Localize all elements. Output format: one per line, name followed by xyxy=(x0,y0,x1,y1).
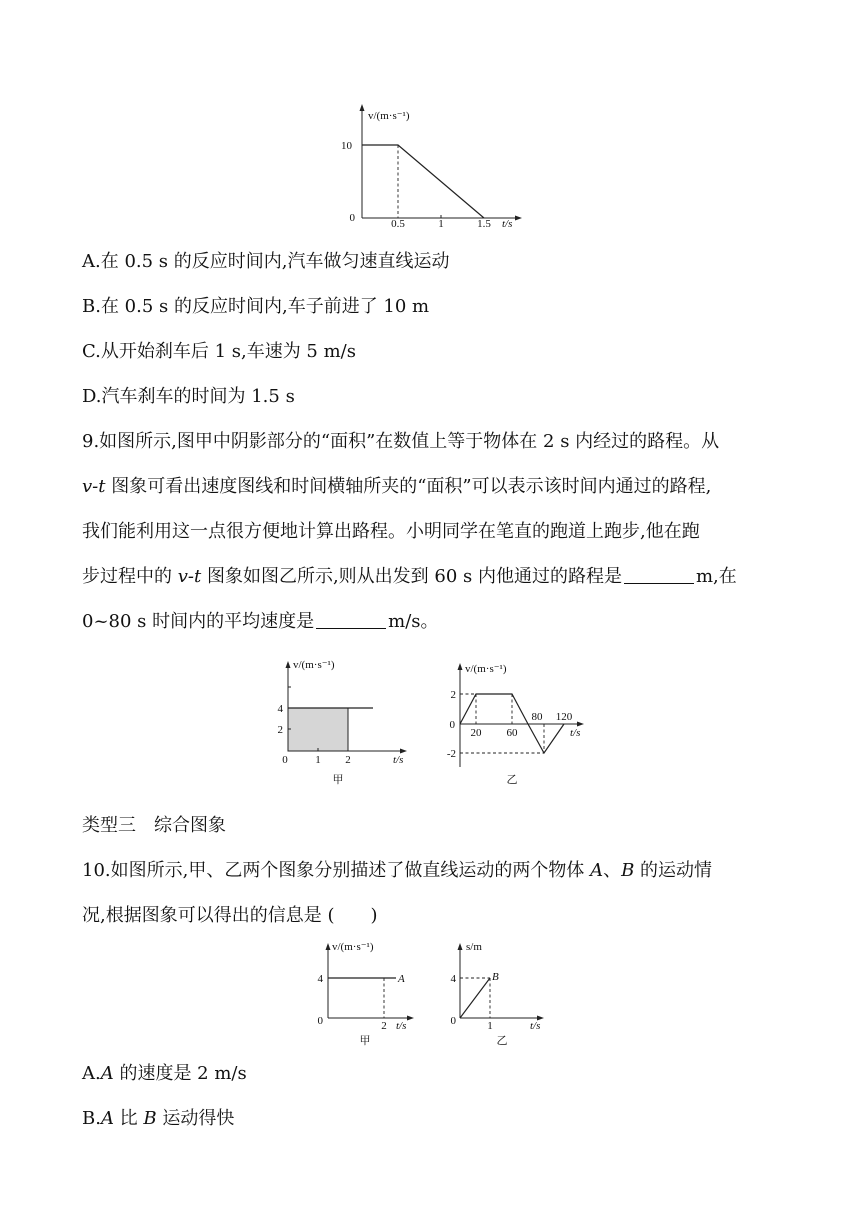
x-tick-0.5: 0.5 xyxy=(391,218,405,230)
q10-line-2: 况,根据图象可以得出的信息是 ( ) xyxy=(82,905,378,926)
velocity-line xyxy=(362,145,484,218)
q9-var-vt-2: v-t xyxy=(177,566,202,587)
graph-q9-jia xyxy=(275,655,415,790)
y-axis-arrow xyxy=(360,104,365,111)
answer-blank-distance[interactable] xyxy=(624,565,694,584)
caption-jia: 甲 xyxy=(359,1034,371,1047)
q10-line-1-a: 10.如图所示,甲、乙两个图象分别描述了做直线运动的两个物体 xyxy=(82,860,591,881)
answer-blank-speed[interactable] xyxy=(316,610,386,629)
caption-yi: 乙 xyxy=(496,1034,508,1047)
q10-option-a-prefix: A. xyxy=(82,1063,101,1084)
y-tick-2: 2 xyxy=(450,689,456,701)
q10-option-b-var-b: B xyxy=(143,1108,157,1129)
q9-line-2-text: 图象可看出速度图线和时间横轴所夹的“面积”可以表示该时间内通过的路程, xyxy=(105,476,712,497)
q10-var-a: A xyxy=(590,860,604,881)
y-axis-arrow xyxy=(458,663,463,670)
q8-option-c: C.从开始刹车后 1 s,车速为 5 m/s xyxy=(82,341,356,362)
q10-option-b xyxy=(82,1107,234,1131)
origin-label: 0 xyxy=(449,719,455,731)
x-axis-arrow xyxy=(515,216,522,221)
q9-line-2 xyxy=(82,475,711,499)
q9-line-4-b: 图象如图乙所示,则从出发到 60 s 内他通过的路程是 xyxy=(201,566,622,587)
x-tick-120: 120 xyxy=(555,711,573,723)
q10-option-b-text: 运动得快 xyxy=(156,1108,235,1129)
x-axis-label: t/s xyxy=(396,1020,407,1032)
y-tick-minus-2: -2 xyxy=(446,748,456,760)
origin-label: 0 xyxy=(349,212,355,224)
q10-sep: 、 xyxy=(603,860,622,881)
y-axis-label: v/(m·s⁻¹) xyxy=(465,663,507,675)
y-tick-2: 2 xyxy=(277,724,283,736)
q8-option-d: D.汽车刹车的时间为 1.5 s xyxy=(82,386,295,407)
y-axis-label: v/(m·s⁻¹) xyxy=(368,110,410,122)
x-tick-1: 1 xyxy=(487,1020,493,1032)
q9-line-3: 我们能利用这一点很方便地计算出路程。小明同学在笔直的跑道上跑步,他在跑 xyxy=(82,521,700,542)
x-axis-arrow xyxy=(400,749,407,754)
y-axis-label: v/(m·s⁻¹) xyxy=(293,659,335,671)
x-tick-2: 2 xyxy=(345,754,351,766)
x-tick-1.5: 1.5 xyxy=(477,218,491,230)
y-tick-4: 4 xyxy=(277,703,283,715)
x-tick-20: 20 xyxy=(470,727,482,739)
origin-label: 0 xyxy=(317,1015,323,1027)
position-line-b xyxy=(460,978,490,1018)
q9-line-4 xyxy=(82,565,737,589)
x-tick-2: 2 xyxy=(381,1020,387,1032)
origin-label: 0 xyxy=(282,754,288,766)
graph-q10-jia xyxy=(310,935,430,1050)
caption-jia: 甲 xyxy=(332,773,344,786)
x-tick-60: 60 xyxy=(506,727,518,739)
q10-option-b-mid: 比 xyxy=(113,1108,144,1129)
shaded-area xyxy=(288,708,348,751)
y-axis-arrow xyxy=(458,943,463,950)
q9-var-vt: v-t xyxy=(82,476,106,497)
y-tick-10: 10 xyxy=(341,140,352,152)
y-axis-arrow xyxy=(286,661,291,668)
graph-q10-yi xyxy=(448,935,558,1050)
q10-line-1-b: 的运动情 xyxy=(634,860,713,881)
q10-line-1 xyxy=(82,859,712,883)
caption-yi: 乙 xyxy=(506,773,518,786)
x-axis-label: t/s xyxy=(502,218,513,230)
y-axis-label: v/(m·s⁻¹) xyxy=(332,941,374,953)
x-tick-80: 80 xyxy=(531,711,543,723)
origin-label: 0 xyxy=(450,1015,456,1027)
q9-line-5-a: 0~80 s 时间内的平均速度是 xyxy=(82,611,315,632)
q9-line-5 xyxy=(82,610,439,634)
point-label-b: B xyxy=(492,971,499,983)
y-tick-4: 4 xyxy=(317,973,323,985)
q9-line-1: 9.如图所示,图甲中阴影部分的“面积”在数值上等于物体在 2 s 内经过的路程。从 xyxy=(82,431,720,452)
line-label-a: A xyxy=(398,973,405,985)
q10-var-b: B xyxy=(621,860,635,881)
q10-option-a-var: A xyxy=(100,1063,114,1084)
x-tick-1: 1 xyxy=(315,754,321,766)
q9-line-5-b: m/s。 xyxy=(388,611,439,632)
x-axis-label: t/s xyxy=(393,754,404,766)
x-tick-1: 1 xyxy=(438,218,444,230)
x-axis-arrow xyxy=(577,722,584,727)
q8-option-b: B.在 0.5 s 的反应时间内,车子前进了 10 m xyxy=(82,296,430,317)
x-axis-label: t/s xyxy=(530,1020,541,1032)
q10-option-b-var-a: A xyxy=(100,1108,114,1129)
q9-line-4-c: m,在 xyxy=(695,566,737,587)
graph-q9-yi xyxy=(440,655,600,790)
q10-option-a xyxy=(82,1062,247,1086)
q9-line-4-a: 步过程中的 xyxy=(82,566,178,587)
x-axis-arrow xyxy=(407,1016,414,1021)
y-axis-label: s/m xyxy=(466,941,482,953)
q8-option-a: A.在 0.5 s 的反应时间内,汽车做匀速直线运动 xyxy=(82,251,450,272)
q10-option-a-text: 的速度是 2 m/s xyxy=(113,1063,247,1084)
y-axis-arrow xyxy=(326,943,331,950)
graph-braking-vt xyxy=(330,100,530,235)
section-title: 类型三 综合图象 xyxy=(82,815,226,836)
x-axis-label: t/s xyxy=(570,727,581,739)
y-tick-4: 4 xyxy=(450,973,456,985)
q10-option-b-prefix: B. xyxy=(82,1108,101,1129)
